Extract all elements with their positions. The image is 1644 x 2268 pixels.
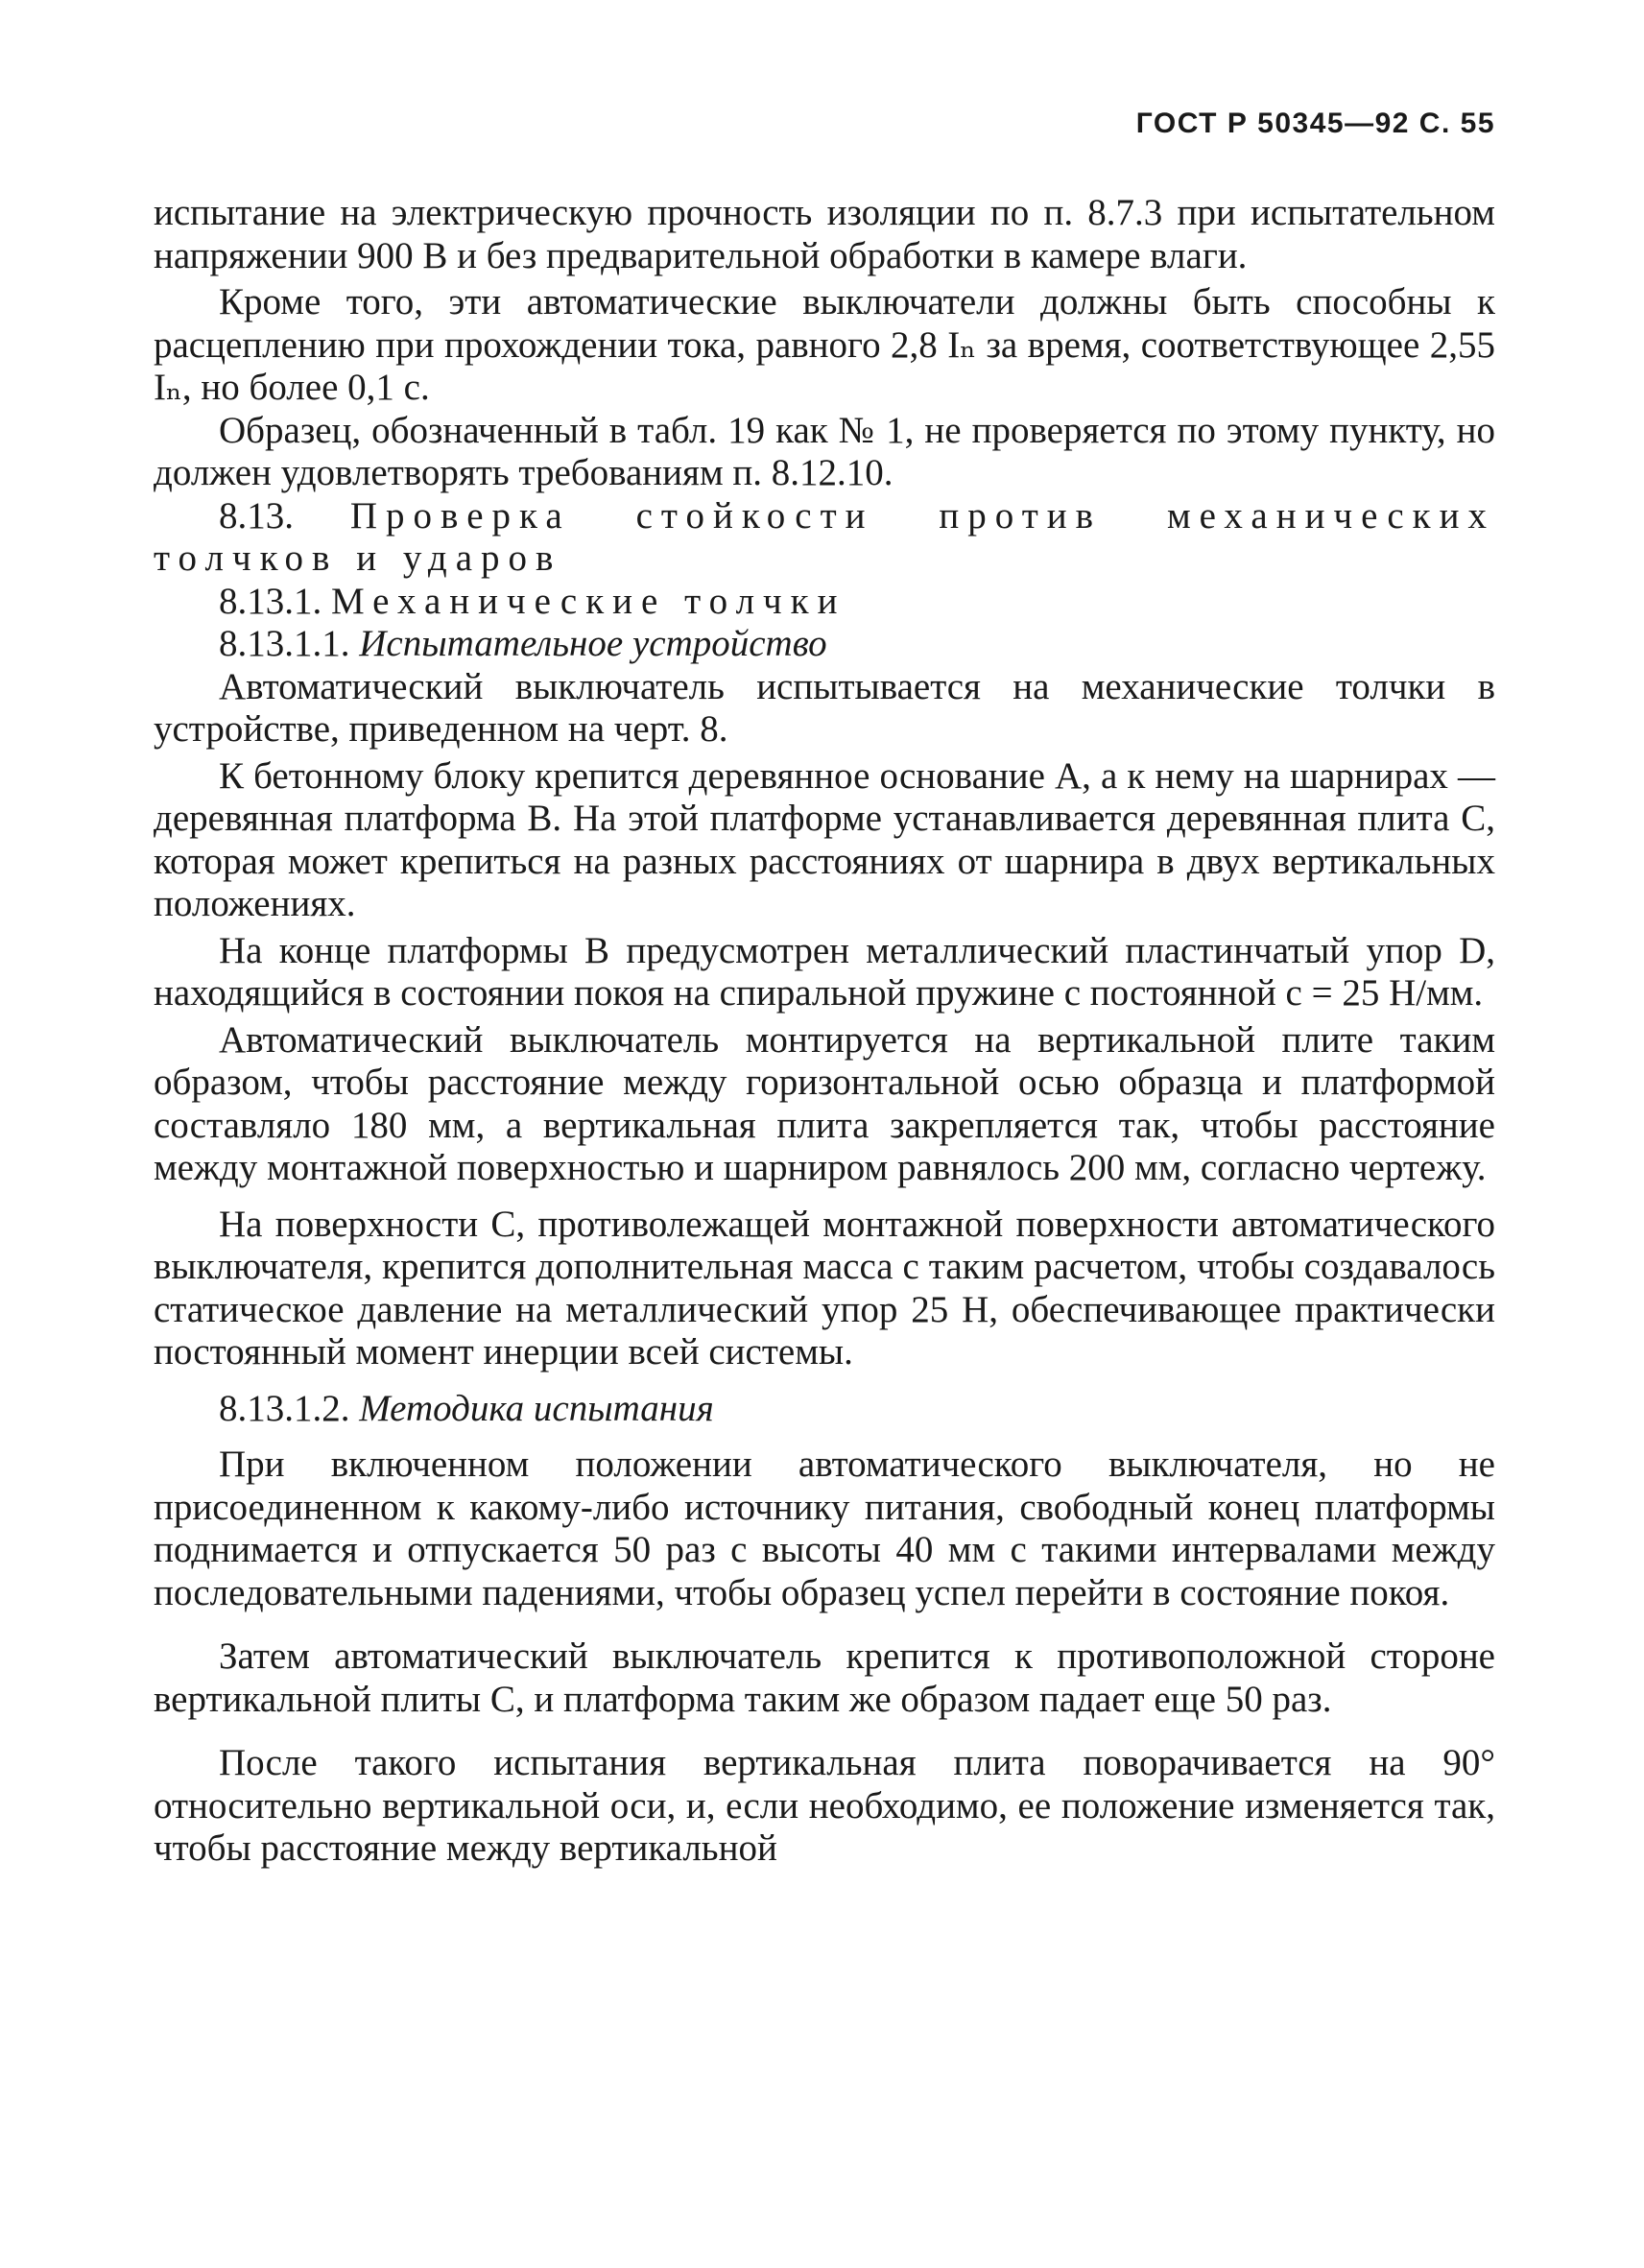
section-title: Испытательное устройство: [359, 623, 827, 664]
section-title: Проверка стойкости против механических толчков и ударов: [154, 494, 1495, 579]
running-title: ГОСТ Р 50345—92 С. 55: [1135, 107, 1495, 139]
section-8-13-1-2-heading: [154, 1388, 1495, 1431]
section-number: 8.13.1.2.: [219, 1387, 350, 1429]
section-number: 8.13.1.1.: [219, 623, 350, 664]
section-8-13-1-heading: [154, 581, 1495, 624]
paragraph-stop-d: На конце платформы B предусмотрен металлический пластинчатый упор D, находящийся в состоянии покоя на спиральной пружине с постоянной c = 25 Н/мм.: [154, 929, 1495, 1014]
paragraph-trip-current: Кроме того, эти автоматические выключатели должны быть способны к расцеплению при прохождении тока, равного 2,8 Iₙ за время, соответствующее 2,55 Iₙ, но более 0,1 с.: [154, 281, 1495, 408]
paragraph-rotation: После такого испытания вертикальная плита поворачивается на 90° относительно вертикальной оси, и, если необходимо, ее положение изменяется так, чтобы расстояние между вертикальной: [154, 1742, 1495, 1869]
paragraph-sample-1: Образец, обозначенный в табл. 19 как № 1, не проверяется по этому пункту, но должен удовлетворять требованиям п. 8.12.10.: [154, 409, 1495, 493]
section-8-13-1-1-heading: [154, 623, 1495, 666]
section-title: Механические толчки: [331, 580, 846, 622]
paragraph-concrete-block: К бетонному блоку крепится деревянное основание A, а к нему на шарнирах — деревянная платформа B. На этой платформе устанавливается деревянная плита C, которая может крепиться на разных расстояниях от шарнира в двух вертикальных положениях.: [154, 754, 1495, 924]
paragraph-procedure: При включенном положении автоматического выключателя, но не присоединенном к какому-либо источнику питания, свободный конец платформы поднимается и отпускается 50 раз с высоты 40 мм с такими интервалами между последовательными падениями, чтобы образец успел перейти в состояние покоя.: [154, 1444, 1495, 1613]
paragraph-test-device: Автоматический выключатель испытывается на механические толчки в устройстве, приведенном на черт. 8.: [154, 665, 1495, 750]
section-number: 8.13.: [219, 494, 294, 537]
section-number: 8.13.1.: [219, 580, 322, 622]
section-8-13-heading: [154, 495, 1495, 581]
document-body: [154, 192, 1495, 1871]
paragraph-continuation: испытание на электрическую прочность изоляции по п. 8.7.3 при испытательном напряжении 900 В и без предварительной обработки в камере влаги.: [154, 192, 1495, 276]
paragraph-mounting: Автоматический выключатель монтируется на вертикальной плите таким образом, чтобы расстояние между горизонтальной осью образца и платформой составляло 180 мм, а вертикальная плита закрепляется так, чтобы расстояние между монтажной поверхностью и шарниром равнялось 200 мм, согласно чертежу.: [154, 1018, 1495, 1188]
paragraph-surface-c: На поверхности C, противолежащей монтажной поверхности автоматического выключателя, крепится дополнительная масса с таким расчетом, чтобы создавалось статическое давление на металлический упор 25 Н, обеспечивающее практически постоянный момент инерции всей системы.: [154, 1203, 1495, 1373]
section-title: Методика испытания: [359, 1387, 714, 1429]
paragraph-opposite-side: Затем автоматический выключатель крепится к противоположной стороне вертикальной плиты C, и платформа таким же образом падает еще 50 раз.: [154, 1635, 1495, 1720]
